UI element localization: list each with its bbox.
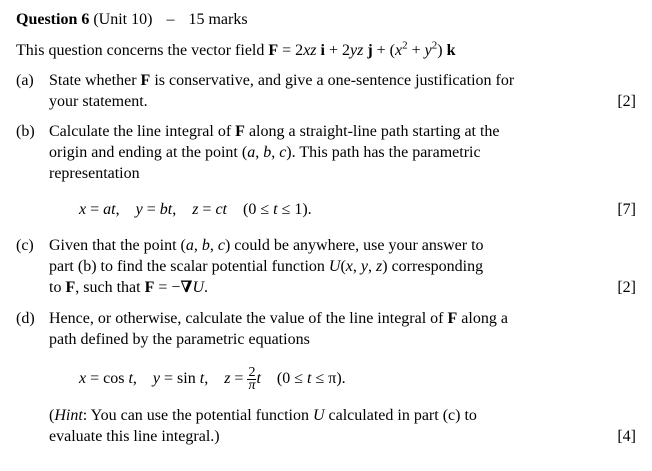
part-b-equation: x = at, y = bt, z = ct (0 ≤ t ≤ 1). bbox=[79, 201, 312, 218]
part-c-label: (c) bbox=[16, 237, 34, 254]
part-b-marks: [7] bbox=[617, 201, 636, 218]
part-d-marks: [4] bbox=[617, 428, 636, 445]
part-b-label: (b) bbox=[16, 123, 35, 140]
vector-field-formula: F = 2xz i + 2yz $j + (x^2 + y^2)$ k bbox=[268, 39, 456, 59]
part-a-marks: [2] bbox=[617, 93, 636, 110]
part-c-marks: [2] bbox=[617, 279, 636, 296]
part-d-equation: x = cos t, y = sin t, z = $\frac{2}{\pi}$ t (0 ≤ t ≤ π). bbox=[79, 364, 346, 393]
part-d-line-1: Hence, or otherwise, calculate the value of the line integral of F along a bbox=[49, 310, 508, 327]
question-header bbox=[16, 10, 248, 30]
part-c-line-1: Given that the point (a, b, c) could be anywhere, use your answer to bbox=[49, 237, 484, 254]
question-number: Question 6 bbox=[16, 11, 90, 28]
part-b-line-2: origin and ending at the point (a, b, c). This path has the parametric bbox=[49, 144, 481, 161]
fraction-two-over-pi: $\frac{2}{\pi}$ bbox=[248, 364, 256, 393]
unit-label: (Unit 10) bbox=[93, 11, 153, 28]
part-d-line-2: path defined by the parametric equations bbox=[49, 331, 310, 348]
intro-line bbox=[16, 41, 456, 61]
part-a-line-2: your statement. bbox=[49, 93, 148, 110]
part-c-line-2: part (b) to find the scalar potential function U(x, y, z) corresponding bbox=[49, 258, 484, 275]
part-c-line-3: to F, such that F = −∇U. bbox=[49, 279, 208, 296]
intro-text: This question concerns the vector field bbox=[16, 42, 269, 59]
header-dash: – bbox=[166, 11, 175, 28]
part-b-line-3: representation bbox=[49, 165, 140, 182]
part-d-hint-line-2: evaluate this line integral.) bbox=[49, 428, 220, 445]
marks-total: 15 marks bbox=[188, 11, 248, 28]
part-a-line-1: State whether F is conservative, and give a one-sentence justification for bbox=[49, 72, 515, 89]
part-b-line-1: Calculate the line integral of F along a straight-line path starting at the bbox=[49, 123, 500, 140]
part-d-label: (d) bbox=[16, 310, 35, 327]
part-a-label: (a) bbox=[16, 72, 34, 89]
part-d-hint-line-1: (Hint: You can use the potential function U calculated in part (c) to bbox=[49, 407, 477, 424]
